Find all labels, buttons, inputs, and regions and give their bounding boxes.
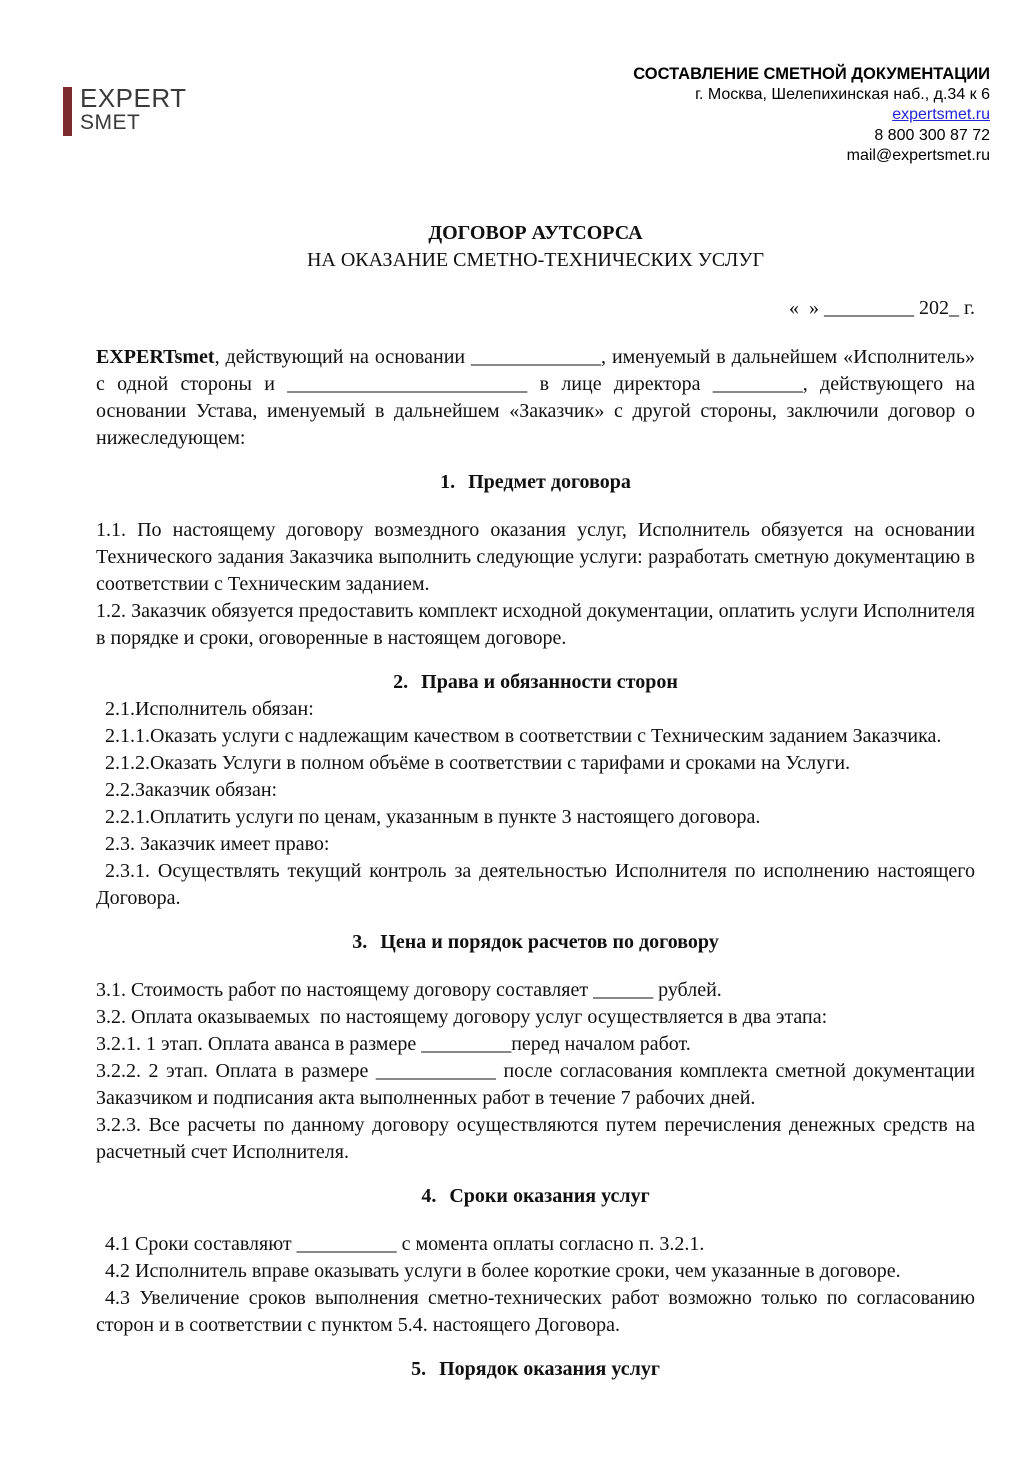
contract-paragraph: 2.1.2.Оказать Услуги в полном объёме в соответствии с тарифами и сроками на Услуги.	[105, 752, 851, 774]
section-heading-3	[96, 929, 975, 956]
contact-phone: 8 800 300 87 72	[874, 126, 990, 144]
contact-address: г. Москва, Шелепихинская наб., д.34 к 6	[695, 85, 990, 103]
website-link[interactable]: expertsmet.ru	[892, 106, 990, 123]
section-number: 3.	[352, 931, 368, 953]
intro-paragraph	[96, 344, 975, 452]
section-heading-5	[96, 1356, 975, 1383]
section-title: Права и обязанности сторон	[421, 671, 678, 693]
logo-line2: SMET	[80, 111, 141, 134]
date-line: « » _________ 202_ г.	[789, 297, 975, 319]
contract-paragraph: 3.2.3. Все расчеты по данному договору осуществляются путем перечисления денежных средств на расчетный счет Исполнителя.	[96, 1114, 975, 1163]
section-heading-1	[96, 469, 975, 496]
section-title: Предмет договора	[468, 471, 631, 493]
contract-paragraph: 1.1. По настоящему договору возмездного оказания услуг, Исполнитель обязуется на основании Технического задания Заказчика выполнить следующие услуги: разработать сметную документацию в соответствии с Техническим заданием.	[96, 519, 975, 595]
document-title-line1: ДОГОВОР АУТСОРСА	[428, 222, 643, 244]
section-number: 2.	[393, 671, 409, 693]
contract-paragraph: 2.2.Заказчик обязан:	[105, 779, 278, 801]
contract-paragraph: 2.2.1.Оплатить услуги по ценам, указанным в пункте 3 настоящего договора.	[105, 806, 761, 828]
contact-website-row	[633, 105, 990, 126]
contact-email: mail@expertsmet.ru	[846, 147, 990, 164]
contract-paragraph: 3.1. Стоимость работ по настоящему договору составляет ______ рублей.	[96, 979, 722, 1001]
contract-paragraph: 2.3. Заказчик имеет право:	[105, 833, 330, 855]
contract-paragraph: 4.2 Исполнитель вправе оказывать услуги в более короткие сроки, чем указанные в договоре.	[105, 1260, 901, 1282]
intro-text: , действующий на основании _____________, именуемый в дальнейшем «Исполнитель» с одной стороны и ________________________ в лице директора _________, действующего на основании Устава, именуемый в дальнейшем «Заказчик» с другой стороны, заключили договор о нижеследующем:	[96, 346, 975, 449]
section-number: 4.	[421, 1185, 437, 1207]
intro-company-name: EXPERTsmet	[96, 346, 215, 368]
section-heading-4	[96, 1183, 975, 1210]
contract-paragraph: 2.3.1. Осуществлять текущий контроль за деятельностью Исполнителя по исполнению настоящего Договора.	[96, 860, 975, 909]
contract-paragraph: 3.2.1. 1 этап. Оплата аванса в размере _________перед началом работ.	[96, 1033, 691, 1055]
section-title: Порядок оказания услуг	[439, 1358, 660, 1380]
contract-content	[96, 170, 975, 1383]
contract-paragraph: 1.2. Заказчик обязуется предоставить комплект исходной документации, оплатить услуги Исполнителя в порядке и сроки, оговоренные в настоящем договоре.	[96, 600, 975, 649]
section-heading-2	[96, 669, 975, 696]
contact-block	[633, 64, 990, 167]
company-logo	[63, 85, 187, 136]
document-title	[96, 220, 975, 274]
document-title-line2: НА ОКАЗАНИЕ СМЕТНО-ТЕХНИЧЕСКИХ УСЛУГ	[306, 249, 765, 271]
section-title: Цена и порядок расчетов по договору	[380, 931, 719, 953]
contract-paragraph: 3.2.2. 2 этап. Оплата в размере ____________ после согласования комплекта сметной документации Заказчиком и подписания акта выполненных работ в течение 7 рабочих дней.	[96, 1060, 975, 1109]
contract-paragraph: 4.1 Сроки составляют __________ с момента оплаты согласно п. 3.2.1.	[105, 1233, 705, 1255]
logo-bar-icon	[63, 87, 72, 136]
sections	[96, 469, 975, 1383]
contract-paragraph: 2.1.Исполнитель обязан:	[105, 698, 314, 720]
contact-title: СОСТАВЛЕНИЕ СМЕТНОЙ ДОКУМЕНТАЦИИ	[633, 65, 990, 83]
logo-text	[80, 85, 187, 136]
section-number: 1.	[440, 471, 456, 493]
page-header	[0, 0, 1036, 185]
contract-paragraph: 3.2. Оплата оказываемых по настоящему договору услуг осуществляется в два этапа:	[96, 1006, 828, 1028]
section-number: 5.	[411, 1358, 427, 1380]
contract-paragraph: 4.3 Увеличение сроков выполнения сметно-технических работ возможно только по согласованию сторон и в соответствии с пунктом 5.4. настоящего Договора.	[96, 1287, 975, 1336]
section-title: Сроки оказания услуг	[449, 1185, 650, 1207]
contract-paragraph: 2.1.1.Оказать услуги с надлежащим качеством в соответствии с Техническим заданием Заказчика.	[105, 725, 942, 747]
logo-line1: EXPERT	[80, 83, 187, 113]
